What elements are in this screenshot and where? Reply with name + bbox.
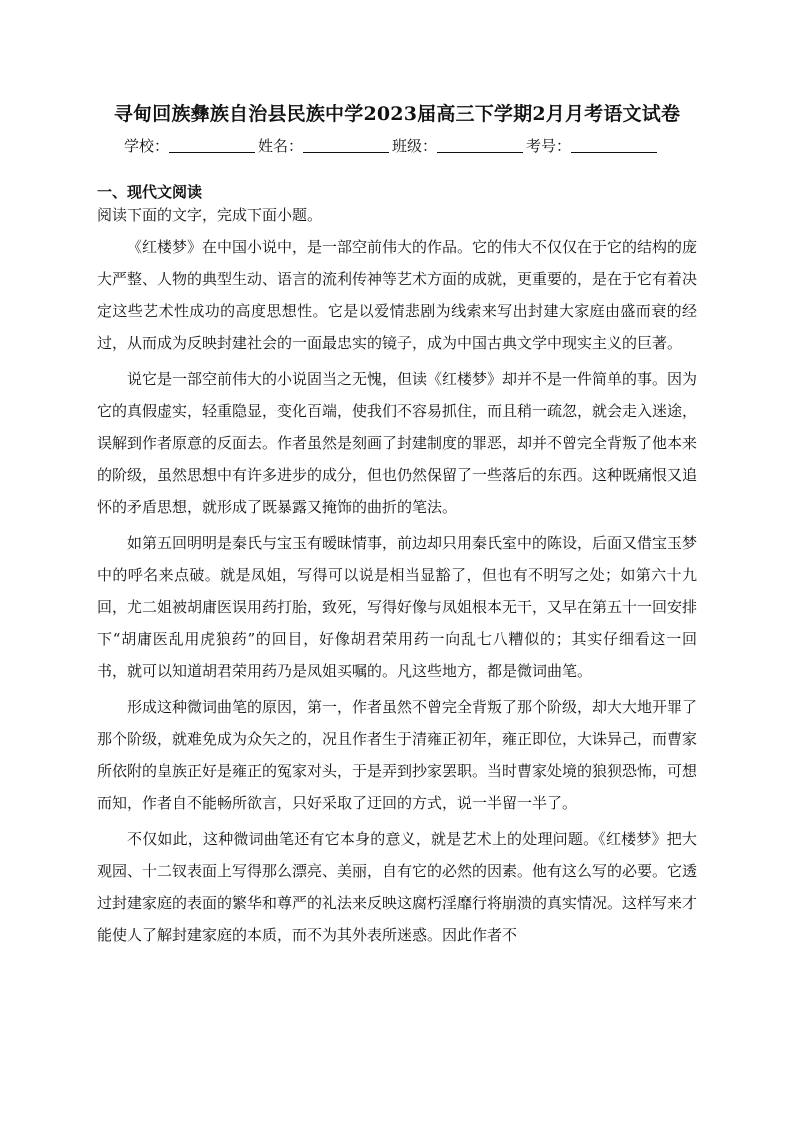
paragraph: 不仅如此，这种微词曲笔还有它本身的意义，就是艺术上的处理问题。《红楼梦》把大观园、十二钗表面上写得那么漂亮、美丽，自有它的必然的因素。他有这么写的必要。它透过封建家庭的表面的繁华和尊严的礼法来反映这腐朽淫靡行将崩溃的真实情况。这样写来才能使人了解封建家庭的本质，而不为其外表所迷惑。因此作者不 xyxy=(97,830,698,944)
class-label: 班级： xyxy=(392,137,438,155)
class-blank xyxy=(437,136,523,153)
school-blank xyxy=(169,136,255,153)
section-heading: 一、现代文阅读 xyxy=(97,183,203,201)
name-blank xyxy=(303,136,389,153)
reading-passage xyxy=(97,231,697,955)
school-label: 学校： xyxy=(124,137,170,155)
class-field xyxy=(392,134,526,158)
paragraph: 如第五回明明是秦氏与宝玉有暧昧情事，前边却只用秦氏室中的陈设，后面又借宝玉梦中的呼名来点破。就是凤姐，写得可以说是相当显豁了，但也有不明写之处；如第六十九回，尤二姐被胡庸医误用药打胎，致死，写得好像与凤姐根本无干，又早在第五十一回安排下“胡庸医乱用虎狼药”的回目，好像胡君荣用药一向乱七八糟似的；其实仔细看这一回书，就可以知道胡君荣用药乃是凤姐买嘱的。凡这些地方，都是微词曲笔。 xyxy=(97,534,698,680)
number-blank xyxy=(571,136,657,153)
school-field xyxy=(124,134,258,158)
name-label: 姓名： xyxy=(258,137,304,155)
number-label: 考号： xyxy=(526,137,572,155)
exam-title: 寻甸回族彝族自治县民族中学2023届高三下学期2月月考语文试卷 xyxy=(113,103,681,125)
reading-instruction: 阅读下面的文字，完成下面小题。 xyxy=(97,206,323,224)
number-field xyxy=(526,134,660,158)
paragraph: 说它是一部空前伟大的小说固当之无愧，但读《红楼梦》却并不是一件简单的事。因为它的真假虚实，轻重隐显，变化百端，使我们不容易抓住，而且稍一疏忽，就会走入迷途，误解到作者原意的反面去。作者虽然是刻画了封建制度的罪恶，却并不曾完全背叛了他本来的阶级，虽然思想中有许多进步的成分，但也仍然保留了一些落后的东西。这种既痛恨又追怀的矛盾思想，就形成了既暴露又掩饰的曲折的笔法。 xyxy=(97,370,698,516)
paragraph: 《红楼梦》在中国小说中，是一部空前伟大的作品。它的伟大不仅仅在于它的结构的庞大严整、人物的典型生动、语言的流利传神等艺术方面的成就，更重要的，是在于它有着决定这些艺术性成功的高度思想性。它是以爱情悲剧为线索来写出封建大家庭由盛而衰的经过，从而成为反映封建社会的一面最忠实的镜子，成为中国古典文学中现实主义的巨著。 xyxy=(97,238,698,352)
paragraph: 形成这种微词曲笔的原因，第一，作者虽然不曾完全背叛了那个阶级，却大大地开罪了那个阶级，就难免成为众矢之的，况且作者生于清雍正初年，雍正即位，大诛异己，而曹家所依附的皇族正好是雍正的冤家对头，于是弄到抄家罢职。当时曹家处境的狼狈恐怖，可想而知，作者自不能畅所欲言，只好采取了迂回的方式，说一半留一半了。 xyxy=(97,698,698,812)
name-field xyxy=(258,134,392,158)
student-info-line xyxy=(124,134,684,160)
